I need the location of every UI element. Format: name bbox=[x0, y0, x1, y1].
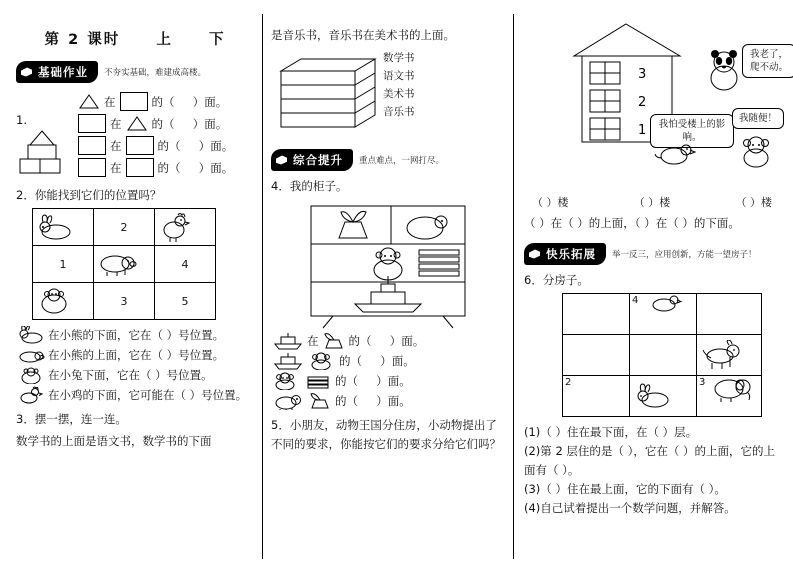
q1-line-4 bbox=[78, 158, 254, 177]
rabbit-icon bbox=[16, 326, 46, 344]
section-expand-label: 快乐拓展 bbox=[524, 243, 606, 265]
title-main-1: 上 bbox=[156, 32, 173, 48]
cell-bird-4 bbox=[630, 294, 697, 335]
q1-line-3 bbox=[78, 136, 254, 155]
monkey-speech-bubble: 我随便！ bbox=[732, 108, 784, 129]
question-1-number: 1. bbox=[16, 113, 27, 127]
q1-line-4-text-b: 的（ ）面。 bbox=[157, 160, 234, 175]
panda-speech-bubble: 我老了，爬不动。 bbox=[742, 44, 793, 78]
answer-line-1 bbox=[16, 326, 254, 344]
section-basic-banner bbox=[16, 61, 254, 83]
q6-question-4: (4)自己试着提出一个数学问题，并解答。 bbox=[524, 501, 736, 515]
pig-icon bbox=[16, 346, 46, 364]
bird-speech-bubble: 我怕受楼上的影响。 bbox=[650, 114, 734, 148]
rabbit-icon bbox=[34, 213, 78, 241]
square-icon bbox=[78, 136, 106, 155]
answer-line-4-text: 在小鸡的下面，它可能在（ ）号位置。 bbox=[48, 388, 248, 402]
cell-empty-4 bbox=[630, 335, 697, 376]
rooster-icon bbox=[156, 212, 192, 242]
boat-icon bbox=[271, 332, 305, 350]
answer-line-1-text: 在小熊的下面，它在（ ）号位置。 bbox=[48, 328, 225, 342]
monkey-icon bbox=[271, 372, 301, 390]
q6-question-2: (2)第 2 层住的是（ ），它在（ ）的上面，它的上面有（ ）。 bbox=[524, 444, 775, 477]
q1-line-1 bbox=[78, 92, 254, 111]
dog-icon bbox=[698, 340, 746, 370]
cabinet-figure-icon bbox=[303, 200, 473, 330]
stacked-shapes-icon bbox=[16, 129, 72, 179]
pig-icon bbox=[95, 251, 139, 277]
square-icon bbox=[126, 158, 154, 177]
triangle-icon bbox=[126, 115, 148, 132]
floor-blank-1: （ ）楼 bbox=[532, 196, 569, 209]
q1-line-1-text-a: 在 bbox=[104, 94, 116, 109]
question-5-text: 5．小朋友，动物王国分住房，小动物提出了不同的要求，你能按它们的要求分给它们吗？ bbox=[271, 418, 501, 451]
house-figure-block bbox=[524, 22, 788, 172]
cell-empty-3 bbox=[563, 335, 630, 376]
answer-line-3 bbox=[16, 366, 254, 384]
table-row bbox=[563, 376, 762, 417]
square-icon bbox=[78, 158, 106, 177]
question-6-text bbox=[524, 271, 776, 290]
house-floor-blanks bbox=[532, 194, 772, 210]
plant-icon bbox=[305, 392, 333, 410]
section-basic-label: 基础作业 bbox=[16, 61, 98, 83]
cell-rabbit bbox=[33, 209, 94, 246]
cell-number-4: 4 bbox=[632, 295, 639, 306]
three-column-layout bbox=[10, 14, 788, 559]
question-6-table bbox=[562, 293, 762, 417]
panda-icon bbox=[704, 48, 744, 92]
section-basic-sub: 不夯实基础，难建成高楼。 bbox=[104, 68, 207, 78]
cell-rooster bbox=[155, 209, 216, 246]
q1-line-2 bbox=[78, 114, 254, 133]
q4-line-4-text: 的（ ）面。 bbox=[335, 394, 411, 408]
q4-line-3-text: 的（ ）面。 bbox=[335, 374, 411, 388]
question-2-answers bbox=[16, 326, 254, 404]
table-row bbox=[33, 209, 216, 246]
monkey-icon bbox=[307, 352, 337, 370]
elephant-icon bbox=[707, 376, 757, 402]
cell-gorilla bbox=[33, 283, 94, 320]
page-title bbox=[16, 28, 254, 49]
column-right bbox=[514, 14, 788, 559]
question-1-lines bbox=[78, 87, 254, 180]
book-stack-labels bbox=[383, 49, 415, 121]
cell-1: 1 bbox=[33, 246, 94, 283]
cell-4: 4 bbox=[155, 246, 216, 283]
cell-2: 2 bbox=[94, 209, 155, 246]
cell-elephant bbox=[697, 376, 762, 417]
cell-number-2: 2 bbox=[565, 377, 572, 388]
square-icon bbox=[120, 92, 148, 111]
book-stack-icon bbox=[271, 49, 381, 139]
section-comprehensive-sub: 重点难点，一网打尽。 bbox=[359, 156, 445, 166]
question-6-label: 6．分房子。 bbox=[524, 273, 589, 287]
cell-dog bbox=[697, 335, 762, 376]
cell-3: 3 bbox=[94, 283, 155, 320]
cell-empty-1 bbox=[563, 294, 630, 335]
svg-text:3: 3 bbox=[638, 67, 647, 82]
bird-icon bbox=[644, 292, 690, 314]
q1-line-1-text-b: 的（ ）面。 bbox=[151, 94, 228, 109]
cell-pig bbox=[94, 246, 155, 283]
q1-line-2-text-a: 在 bbox=[110, 116, 122, 131]
question-1-figure bbox=[16, 87, 78, 179]
table-row bbox=[563, 335, 762, 376]
floor-blank-3: （ ）楼 bbox=[735, 196, 772, 209]
square-icon bbox=[78, 114, 106, 133]
gorilla-icon bbox=[34, 286, 74, 316]
svg-text:2: 2 bbox=[638, 95, 647, 110]
column-middle bbox=[262, 14, 514, 559]
book-stack-figure bbox=[271, 49, 505, 139]
table-row bbox=[33, 283, 216, 320]
monkey-icon bbox=[736, 134, 776, 168]
column-left bbox=[10, 14, 262, 559]
plant-icon bbox=[319, 332, 347, 350]
q4-line-3 bbox=[271, 372, 505, 390]
q1-line-3-text-b: 的（ ）面。 bbox=[157, 138, 234, 153]
q6-question-1: (1)（ ）住在最下面，在（ ）层。 bbox=[524, 425, 698, 439]
sheep-icon bbox=[271, 392, 303, 410]
answer-line-4 bbox=[16, 386, 254, 404]
cell-empty-2 bbox=[697, 294, 762, 335]
q4-line-2-text: 的（ ）面。 bbox=[339, 354, 415, 368]
question-4-text: 4．我的柜子。 bbox=[271, 179, 348, 193]
square-icon bbox=[126, 136, 154, 155]
book-label-2: 美术书 bbox=[383, 88, 415, 100]
q4-line-4 bbox=[271, 392, 505, 410]
q4-line-1-text-a: 在 bbox=[307, 334, 319, 348]
q1-line-2-text-b: 的（ ）面。 bbox=[151, 116, 228, 131]
svg-text:1: 1 bbox=[638, 123, 647, 138]
section-comprehensive-banner bbox=[271, 149, 505, 171]
rabbit-icon bbox=[631, 382, 677, 410]
house-question-text: （ ）在（ ）的上面，（ ）在（ ）的下面。 bbox=[524, 216, 740, 230]
floor-blank-2: （ ）楼 bbox=[633, 196, 671, 209]
title-main-2: 下 bbox=[208, 32, 226, 48]
triangle-icon bbox=[78, 93, 100, 110]
q4-line-2 bbox=[271, 352, 505, 370]
question-2-table bbox=[32, 208, 216, 320]
cell-rabbit-fig bbox=[630, 376, 697, 417]
q6-question-3: (3)（ ）住在最上面，它的下面有（ ）。 bbox=[524, 482, 726, 496]
question-3-note: 数学书的上面是语文书，数学书的下面 bbox=[16, 434, 212, 448]
q1-line-3-text-a: 在 bbox=[110, 138, 122, 153]
bird-icon bbox=[654, 140, 698, 168]
book-label-1: 语文书 bbox=[383, 70, 415, 82]
answer-line-3-text: 在小兔下面，它在（ ）号位置。 bbox=[48, 368, 213, 382]
question-3-text: 3．摆一摆，连一连。 bbox=[16, 412, 127, 426]
section-expand-sub: 举一反三，应用创新，方能一望房子！ bbox=[612, 250, 757, 260]
section-comprehensive-label: 综合提升 bbox=[271, 149, 353, 171]
table-row bbox=[563, 294, 762, 335]
table-row bbox=[33, 246, 216, 283]
book-label-3: 音乐书 bbox=[383, 106, 415, 118]
question-1 bbox=[16, 87, 254, 180]
book-label-0: 数学书 bbox=[383, 52, 415, 64]
q1-line-4-text-a: 在 bbox=[110, 160, 122, 175]
section-expand-banner bbox=[524, 243, 776, 265]
title-prefix: 第 2 课时 bbox=[44, 32, 121, 48]
q4-line-1-text-b: 的（ ）面。 bbox=[348, 334, 425, 348]
question-4-lines bbox=[271, 332, 505, 410]
cell-5: 5 bbox=[155, 283, 216, 320]
question-2-text: 2．你能找到它们的位置吗？ bbox=[16, 188, 162, 202]
cell-number-3: 3 bbox=[699, 377, 706, 388]
col2-top-text: 是音乐书，音乐书在美术书的上面。 bbox=[271, 28, 455, 42]
book-stack-icon bbox=[303, 372, 333, 390]
gorilla-icon bbox=[16, 366, 46, 384]
boat-icon bbox=[271, 352, 305, 370]
answer-line-2 bbox=[16, 346, 254, 364]
q4-line-1 bbox=[271, 332, 505, 350]
answer-line-2-text: 在小熊的上面，它在（ ）号位置。 bbox=[48, 348, 225, 362]
cell-rabbit-2 bbox=[563, 376, 630, 417]
rooster-icon bbox=[16, 386, 46, 404]
